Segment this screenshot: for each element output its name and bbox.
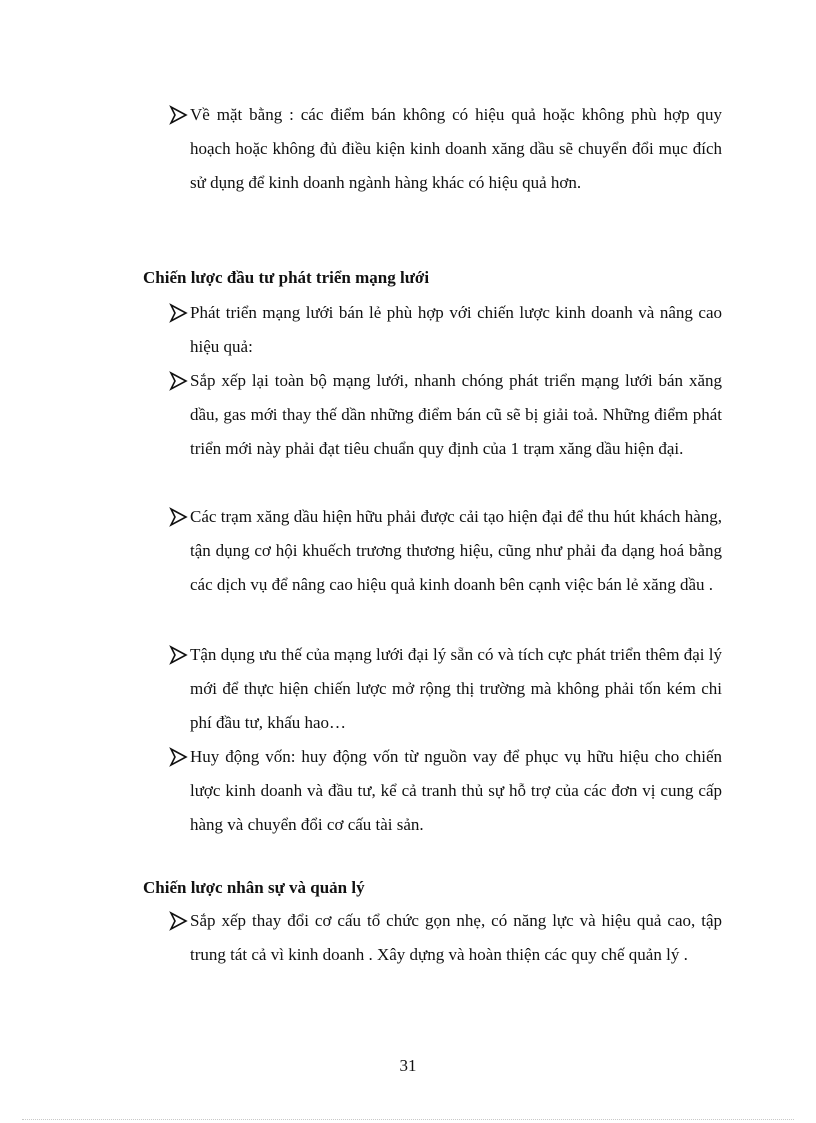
- list-item: [166, 364, 722, 466]
- list-item: [166, 638, 722, 740]
- section-heading-hr: Chiến lược nhân sự và quản lý: [143, 878, 365, 897]
- arrow-bullet-icon: [166, 303, 190, 323]
- bullet-text: Các trạm xăng dầu hiện hữu phải được cải tạo hiện đại để thu hút khách hàng, tận dụng cơ hội khuếch trương thương hiệu, cũng như phải đa dạng hoá bằng các dịch vụ để nâng cao hiệu quả kinh doanh bên cạnh việc bán lẻ xăng dầu .: [190, 507, 722, 594]
- arrow-bullet-icon: [166, 105, 190, 125]
- bullet-text: Sắp xếp thay đổi cơ cấu tổ chức gọn nhẹ, có năng lực và hiệu quả cao, tập trung tát cả vì kinh doanh . Xây dựng và hoàn thiện các quy chế quản lý .: [190, 911, 722, 964]
- bullet-text: Huy động vốn: huy động vốn từ nguồn vay để phục vụ hữu hiệu cho chiến lược kinh doanh và đầu tư, kể cả tranh thủ sự hỗ trợ của các đơn vị cung cấp hàng và chuyển đổi cơ cấu tài sản.: [190, 747, 722, 834]
- arrow-bullet-icon: [166, 747, 190, 767]
- bullet-text: Về mặt bằng : các điểm bán không có hiệu quả hoặc không phù hợp quy hoạch hoặc không đủ điều kiện kinh doanh xăng dầu sẽ chuyển đổi mục đích sử dụng để kinh doanh ngành hàng khác có hiệu quả hơn.: [190, 105, 722, 192]
- list-item: [166, 296, 722, 364]
- bullet-text: Sắp xếp lại toàn bộ mạng lưới, nhanh chóng phát triển mạng lưới bán xăng dầu, gas mới thay thế dần những điểm bán cũ sẽ bị giải toả. Những điểm phát triển mới này phải đạt tiêu chuẩn quy định của 1 trạm xăng dầu hiện đại.: [190, 371, 722, 458]
- section-heading-network: Chiến lược đầu tư phát triển mạng lưới: [143, 268, 430, 287]
- page-bottom-divider: [22, 1119, 794, 1120]
- bullet-text: Tận dụng ưu thế của mạng lưới đại lý sẵn có và tích cực phát triển thêm đại lý mới để thực hiện chiến lược mở rộng thị trường mà không phải tốn kém chi phí đầu tư, khấu hao…: [190, 645, 722, 732]
- list-item: [166, 904, 722, 972]
- arrow-bullet-icon: [166, 645, 190, 665]
- arrow-bullet-icon: [166, 371, 190, 391]
- arrow-bullet-icon: [166, 911, 190, 931]
- page-number: 31: [399, 1056, 417, 1075]
- bullet-text: Phát triển mạng lưới bán lẻ phù hợp với chiến lược kinh doanh và nâng cao hiệu quả:: [190, 303, 722, 356]
- list-item: [166, 98, 722, 200]
- list-item: [166, 500, 722, 602]
- list-item: [166, 740, 722, 842]
- arrow-bullet-icon: [166, 507, 190, 527]
